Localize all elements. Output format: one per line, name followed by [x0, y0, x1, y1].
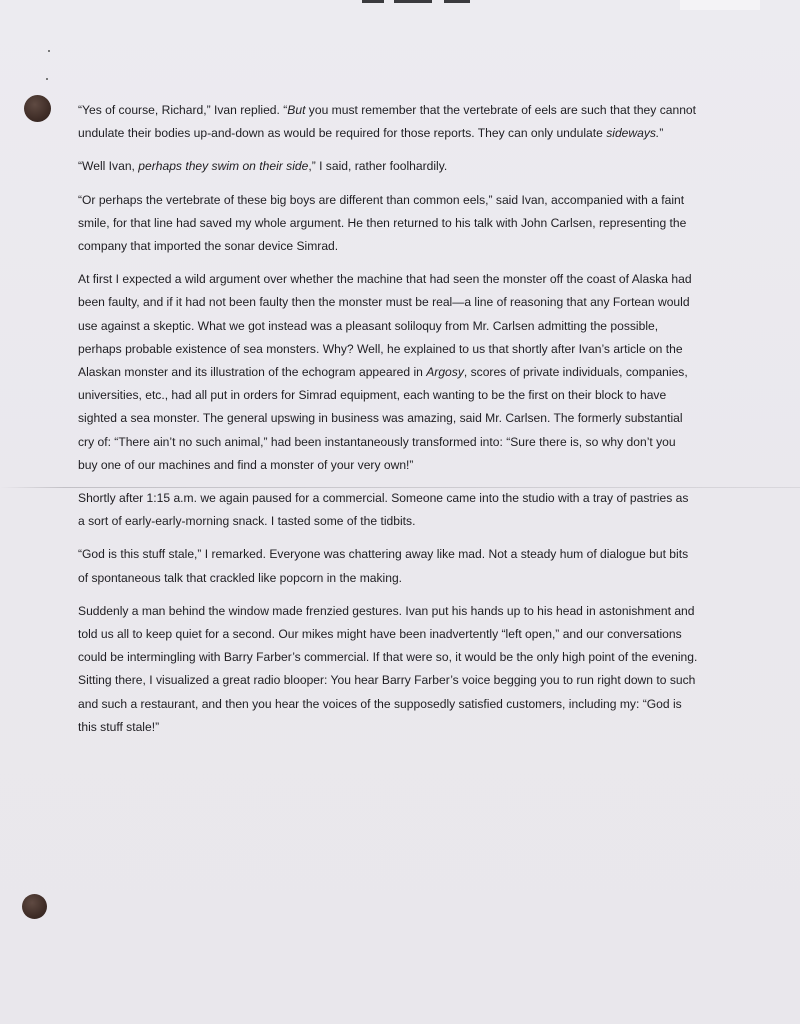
text-run: you must remember that the vertebrate of eels are such that they cannot undulate their bodies up-and-down as would be required for those reports. They can only undulate: [78, 103, 697, 141]
italic-text: perhaps they swim on their side: [138, 159, 309, 174]
text-run: “God is this stuff stale,” I remarked. Everyone was chattering away like mad. Not a steady hum of dialogue but bits of spontaneous talk that crackled like popcorn in the making.: [78, 547, 689, 585]
paragraph-1: [78, 99, 698, 145]
text-run: Shortly after 1:15 a.m. we again paused for a commercial. Someone came into the studio with a tray of pastries as a sort of early-early-morning snack. I tasted some of the tidbits.: [78, 491, 689, 529]
text-run: “Well Ivan,: [78, 159, 139, 174]
paragraph-4: [78, 268, 698, 477]
top-edge-marks: [362, 0, 472, 4]
italic-text: But: [287, 103, 306, 117]
text-run: ,” I said, rather foolhardily.: [308, 159, 448, 174]
text-run: ”: [659, 126, 664, 141]
paragraph-6: [78, 543, 698, 589]
paragraph-7: [78, 600, 698, 739]
paragraph-3: [78, 189, 698, 259]
paper-speck: [46, 78, 48, 80]
body-text: [78, 99, 698, 749]
italic-text: Argosy: [426, 365, 464, 380]
text-run: “Yes of course, Richard,” Ivan replied. “: [78, 103, 288, 117]
paper-speck: [48, 50, 50, 52]
punch-hole-top: [24, 95, 51, 122]
text-run: “Or perhaps the vertebrate of these big boys are different than common eels,” said Ivan, accompanied with a faint smile, for that line had saved my whole argument. He then returned to his talk with John Carlsen, representing the company that imported the sonar device Simrad.: [78, 192, 687, 254]
text-run: Suddenly a man behind the window made frenzied gestures. Ivan put his hands up to his head in astonishment and told us all to keep quiet for a second. Our mikes might have been inadvertently “left open,” and our conversations could be intermingling with Barry Farber’s commercial. If that were so, it would be the only high point of the evening. Sitting there, I visualized a great radio blooper: You hear Barry Farber’s voice begging you to run right down to such and such a restaurant, and then you hear the voices of the supposedly satisfied customers, including my: “God is this stuff stale!”: [78, 603, 698, 734]
paragraph-5: [78, 487, 698, 533]
paper-scuff: [680, 0, 760, 10]
text-run: At first I expected a wild argument over whether the machine that had seen the monster off the coast of Alaska had been faulty, and if it had not been faulty then the monster must be real—a line of reasoning that any Fortean would use against a skeptic. What we got instead was a pleasant soliloquy from Mr. Carlsen admitting the possible, perhaps probable existence of sea monsters. Why? Well, he explained to us that shortly after Ivan’s article on the Alaskan monster and its illustration of the echogram appeared in: [78, 272, 692, 380]
text-run: , scores of private individuals, companies, universities, etc., had all put in orders for Simrad equipment, each wanting to be the first on their block to have sighted a sea monster. The general upswing in business was amazing, said Mr. Carlsen. The formerly substantial cry of: “There ain’t no such animal,” had been instantaneously transformed into: “Sure there is, so why don’t you buy one of our machines and find a monster of your very own!”: [78, 365, 688, 472]
paragraph-2: [78, 155, 698, 178]
italic-text: sideways.: [606, 126, 660, 141]
punch-hole-bottom: [22, 894, 47, 919]
